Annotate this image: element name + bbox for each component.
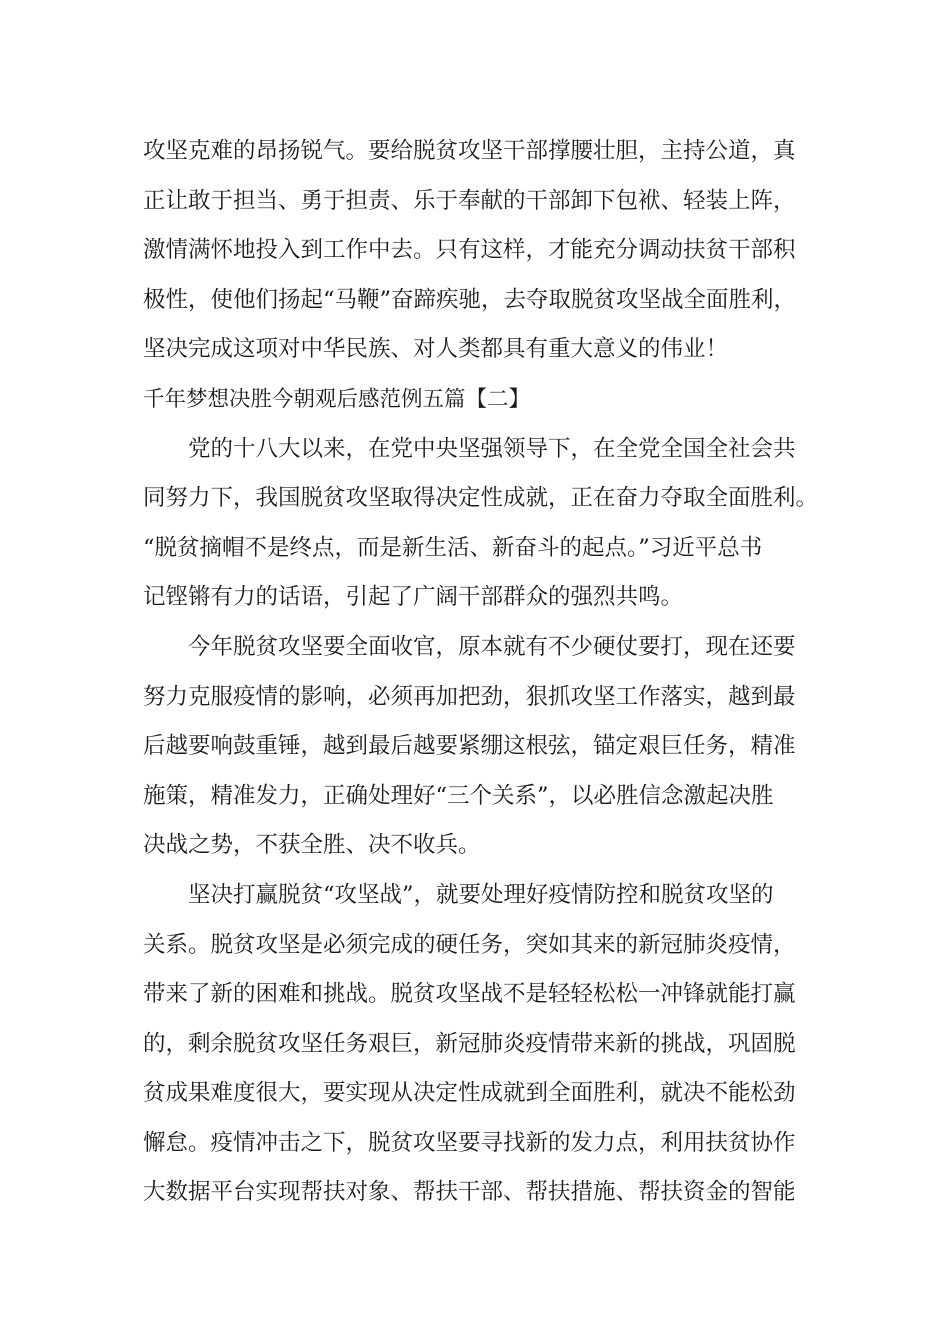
text-line: 正让敢于担当、勇于担责、乐于奉献的干部卸下包袱、轻装上阵， [143,187,796,214]
text-line: 攻坚克难的昂扬锐气。要给脱贫攻坚干部撑腰壮胆，主持公道，真 [143,138,796,164]
paragraph-3-line: 带来了新的困难和挑战。脱贫攻坚战不是轻轻松松一冲锋就能打赢 [143,981,796,1008]
paragraph-1-line: 党的十八大以来，在党中央坚强领导下，在全党全国全社会共 [143,435,796,462]
document-body [143,127,819,1218]
paragraph-2-line: 后越要响鼓重锤，越到最后越要紧绷这根弦，锚定艰巨任务，精准 [143,733,796,760]
paragraph-1-line: “脱贫摘帽不是终点，而是新生活、新奋斗的起点。”习近平总书 [143,534,763,561]
paragraph-2-line: 努力克服疫情的影响，必须再加把劲，狠抓攻坚工作落实，越到最 [143,683,796,710]
paragraph-3-line: 关系。脱贫攻坚是必须完成的硬任务，突如其来的新冠肺炎疫情， [143,931,796,958]
paragraph-1-line: 记铿锵有力的话语，引起了广阔干部群众的强烈共鸣。 [143,584,684,611]
text-line: 坚决完成这项对中华民族、对人类都具有重大意义的伟业！ [143,336,729,363]
paragraph-2-line: 施策，精准发力，正确处理好“三个关系”，以必胜信念激起决胜 [143,782,774,809]
paragraph-3-line: 懈怠。疫情冲击之下，脱贫攻坚要寻找新的发力点，利用扶贫协作 [143,1129,796,1156]
paragraph-2-line: 今年脱贫攻坚要全面收官，原本就有不少硬仗要打，现在还要 [143,633,796,660]
paragraph-1-line: 同努力下，我国脱贫攻坚取得决定性成就，正在奋力夺取全面胜利。 [143,485,819,512]
section-heading: 千年梦想决胜今朝观后感范例五篇【二】 [143,386,531,412]
paragraph-3-line: 的，剩余脱贫攻坚任务艰巨，新冠肺炎疫情带来新的挑战，巩固脱 [143,1030,796,1057]
paragraph-3-line: 贫成果难度很大，要实现从决定性成就到全面胜利，就决不能松劲 [143,1080,796,1107]
paragraph-2-line: 决战之势，不获全胜、决不收兵。 [143,832,481,859]
text-line: 激情满怀地投入到工作中去。只有这样，才能充分调动扶贫干部积 [143,237,796,264]
paragraph-3-line: 大数据平台实现帮扶对象、帮扶干部、帮扶措施、帮扶资金的智能 [143,1179,796,1206]
paragraph-3-line: 坚决打赢脱贫“攻坚战”，就要处理好疫情防控和脱贫攻坚的 [143,881,774,908]
text-line: 极性，使他们扬起“马鞭”奋蹄疾驰，去夺取脱贫攻坚战全面胜利， [143,286,797,313]
